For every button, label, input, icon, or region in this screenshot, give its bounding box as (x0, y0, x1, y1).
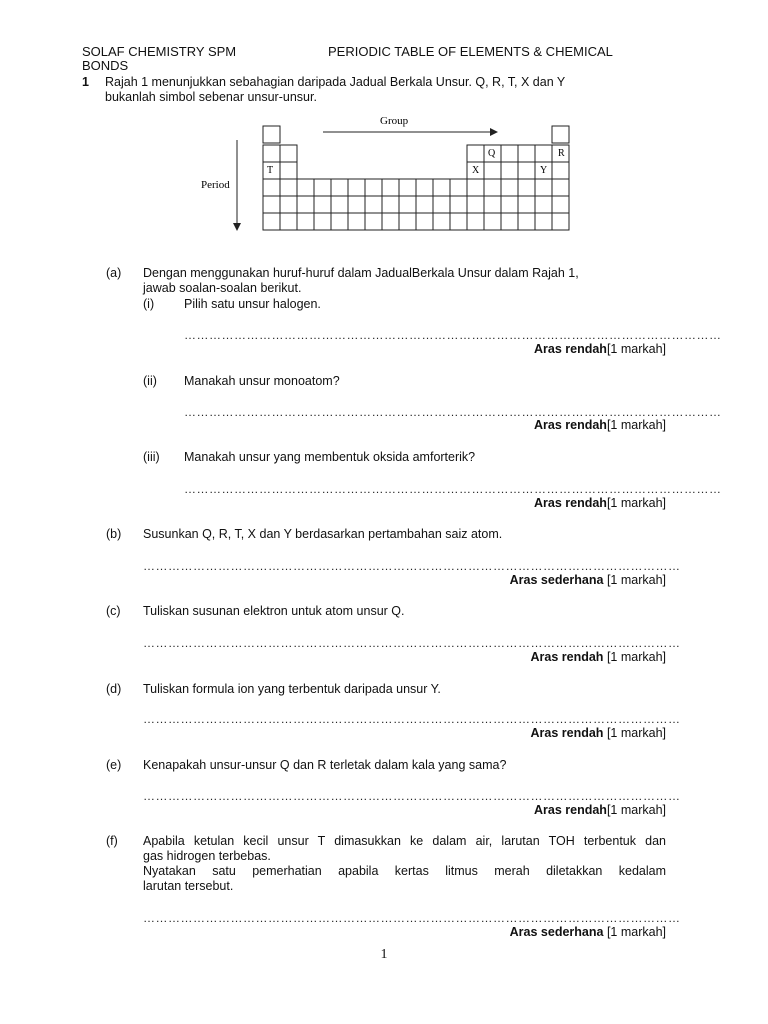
table-cell (484, 196, 501, 213)
table-cell (467, 213, 484, 230)
part-f-line4: larutan tersebut. (143, 879, 234, 893)
mark-d: Aras rendah [1 markah] (530, 726, 666, 740)
table-cell (365, 179, 382, 196)
answer-line-d[interactable]: ………………………………………………………………………………………………………………… (143, 712, 681, 726)
table-cell (348, 213, 365, 230)
table-cell (280, 196, 297, 213)
cell-label-y: Y (540, 165, 548, 176)
table-cell (518, 213, 535, 230)
answer-line-b[interactable]: ………………………………………………………………………………………………………………… (143, 559, 681, 573)
part-a-iii-text: Manakah unsur yang membentuk oksida amforterik? (184, 450, 476, 464)
answer-line-a-iii[interactable]: ………………………………………………………………………………………………………………… (184, 482, 722, 496)
table-cell (314, 213, 331, 230)
header-right: PERIODIC TABLE OF ELEMENTS & CHEMICAL (328, 44, 613, 59)
table-cell (535, 213, 552, 230)
table-cell (399, 213, 416, 230)
table-cell (297, 179, 314, 196)
period-label: Period (201, 179, 230, 191)
table-cell (501, 179, 518, 196)
table-cell (450, 213, 467, 230)
table-cell (518, 145, 535, 162)
table-cell (552, 126, 569, 143)
mark-a-iii: Aras rendah[1 markah] (533, 496, 666, 510)
mark-f: Aras sederhana [1 markah] (509, 925, 666, 939)
mark-a-i: Aras rendah[1 markah] (533, 342, 666, 356)
table-cell (467, 145, 484, 162)
table-cell (297, 196, 314, 213)
table-cell (416, 213, 433, 230)
table-cell (365, 213, 382, 230)
part-f-line3: Nyatakan satu pemerhatian apabila kertas litmus merah diletakkan kedalam (143, 864, 666, 878)
group-arrow-head (490, 128, 498, 136)
table-cell (501, 196, 518, 213)
part-a-label: (a) (106, 266, 122, 280)
answer-line-e[interactable]: ………………………………………………………………………………………………………………… (143, 789, 681, 803)
part-a-ii-text: Manakah unsur monoatom? (184, 374, 340, 388)
table-cell (552, 179, 569, 196)
table-cell (365, 196, 382, 213)
part-e-text: Kenapakah unsur-unsur Q dan R terletak dalam kala yang sama? (143, 758, 507, 772)
table-cell (552, 213, 569, 230)
cell-label-r: R (558, 148, 565, 159)
table-cell (501, 162, 518, 179)
question-number: 1 (82, 75, 89, 89)
cell-label-t: T (267, 165, 274, 176)
part-a-line1: Dengan menggunakan huruf-huruf dalam JadualBerkala Unsur dalam Rajah 1, (143, 266, 579, 280)
part-a-text (143, 266, 666, 296)
table-cell (484, 179, 501, 196)
table-cell (450, 196, 467, 213)
part-c-label: (c) (106, 604, 121, 618)
part-d-label: (d) (106, 682, 122, 696)
table-cell (382, 179, 399, 196)
period-arrow-head (233, 223, 241, 231)
table-cell (450, 179, 467, 196)
part-a-ii-label: (ii) (143, 374, 157, 388)
cell-label-q: Q (488, 148, 496, 159)
part-f-line1: Apabila ketulan kecil unsur T dimasukkan ke dalam air, larutan TOH terbentuk dan (143, 834, 666, 848)
part-f-label: (f) (106, 834, 118, 848)
table-cell (467, 179, 484, 196)
table-cell (433, 196, 450, 213)
table-cell (331, 196, 348, 213)
table-cell (535, 196, 552, 213)
table-cell (263, 126, 280, 143)
answer-line-a-ii[interactable]: ………………………………………………………………………………………………………………… (184, 405, 722, 419)
table-cell (331, 179, 348, 196)
table-cell (280, 213, 297, 230)
question-intro-line2: bukanlah simbol sebenar unsur-unsur. (105, 90, 317, 104)
part-a-line2: jawab soalan-soalan berikut. (143, 281, 302, 295)
table-cell (263, 213, 280, 230)
part-a-i-label: (i) (143, 297, 155, 311)
part-e-label: (e) (106, 758, 122, 772)
table-cell (280, 162, 297, 179)
table-cell (518, 179, 535, 196)
table-cell (535, 179, 552, 196)
table-cell (552, 162, 569, 179)
answer-line-a-i[interactable]: ………………………………………………………………………………………………………………… (184, 328, 722, 342)
table-cell (518, 196, 535, 213)
table-cell (416, 196, 433, 213)
table-cell (314, 179, 331, 196)
table-cell (382, 196, 399, 213)
periodic-table-diagram (190, 108, 590, 250)
page-number: 1 (380, 947, 388, 962)
part-f-line2: gas hidrogen terbebas. (143, 849, 271, 863)
part-c-text: Tuliskan susunan elektron untuk atom unsur Q. (143, 604, 405, 618)
table-cell (467, 196, 484, 213)
cell-label-x: X (472, 165, 480, 176)
table-cell (314, 196, 331, 213)
question-intro-line1: Rajah 1 menunjukkan sebahagian daripada Jadual Berkala Unsur. Q, R, T, X dan Y (105, 75, 566, 89)
table-cell (263, 145, 280, 162)
answer-line-f[interactable]: ………………………………………………………………………………………………………………… (143, 911, 681, 925)
part-d-text: Tuliskan formula ion yang terbentuk daripada unsur Y. (143, 682, 441, 696)
mark-b: Aras sederhana [1 markah] (509, 573, 666, 587)
table-cell (484, 213, 501, 230)
table-cell (433, 179, 450, 196)
table-cell (280, 179, 297, 196)
table-cell (501, 145, 518, 162)
table-cell (552, 196, 569, 213)
table-cell (399, 179, 416, 196)
table-cell (501, 213, 518, 230)
table-cell (484, 162, 501, 179)
group-label: Group (380, 115, 409, 127)
header-wrap: BONDS (82, 58, 129, 73)
table-cell (399, 196, 416, 213)
table-cell (348, 179, 365, 196)
mark-c: Aras rendah [1 markah] (530, 650, 666, 664)
table-cell (535, 145, 552, 162)
part-b-label: (b) (106, 527, 122, 541)
mark-a-ii: Aras rendah[1 markah] (533, 418, 666, 432)
table-cell (382, 213, 399, 230)
part-a-iii-label: (iii) (143, 450, 160, 464)
table-cell (297, 213, 314, 230)
table-cell (416, 179, 433, 196)
table-cell (433, 213, 450, 230)
table-cell (331, 213, 348, 230)
table-cell (263, 179, 280, 196)
answer-line-c[interactable]: ………………………………………………………………………………………………………………… (143, 636, 681, 650)
table-cell (518, 162, 535, 179)
mark-e: Aras rendah[1 markah] (533, 803, 666, 817)
periodic-table-grid (263, 126, 569, 230)
table-cell (263, 196, 280, 213)
table-cell (280, 145, 297, 162)
part-a-i-text: Pilih satu unsur halogen. (184, 297, 321, 311)
table-cell (348, 196, 365, 213)
header-left: SOLAF CHEMISTRY SPM (82, 44, 237, 59)
part-b-text: Susunkan Q, R, T, X dan Y berdasarkan pertambahan saiz atom. (143, 527, 503, 541)
part-f-text (143, 834, 666, 894)
